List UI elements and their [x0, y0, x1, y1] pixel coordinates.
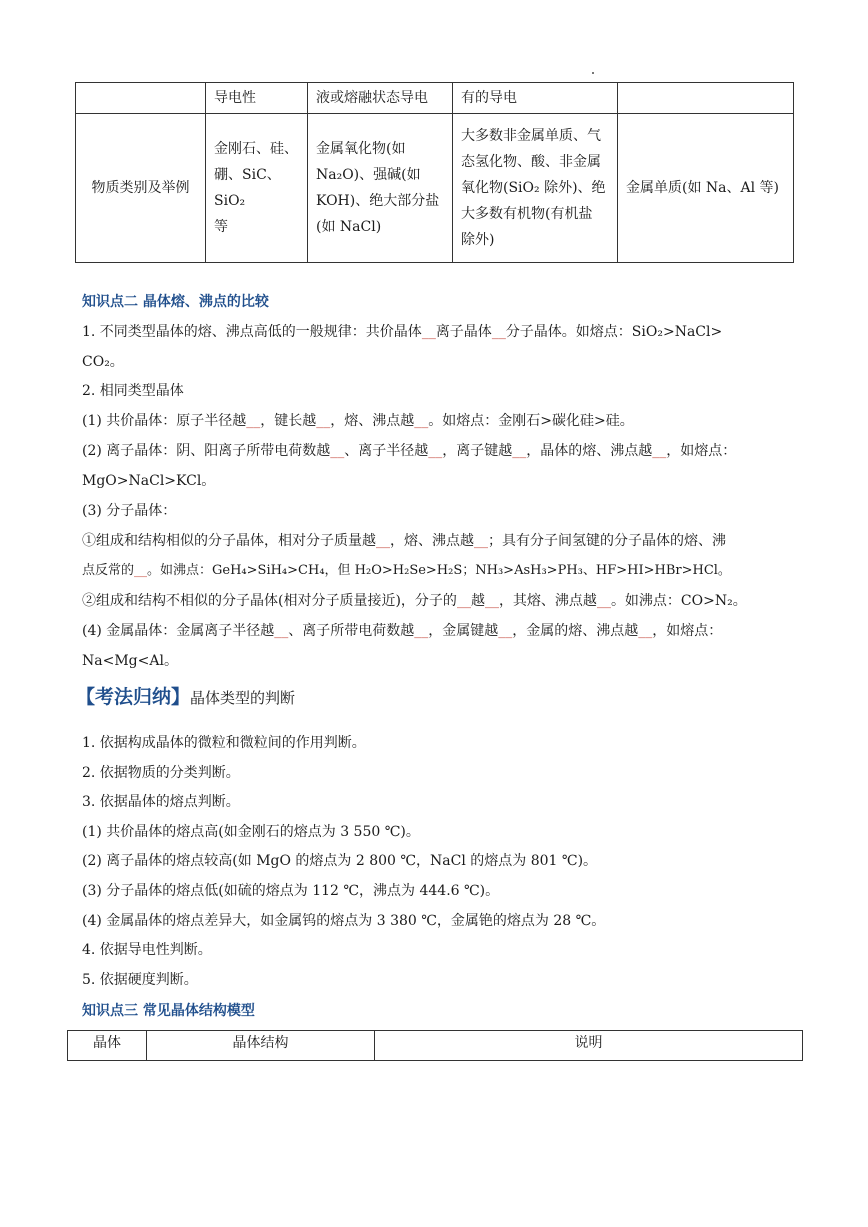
- table-cell: [76, 83, 206, 114]
- text: ，晶体的熔、沸点越: [526, 443, 653, 459]
- blank: __: [512, 443, 527, 459]
- blank: __: [484, 593, 499, 609]
- blank: __: [491, 324, 506, 340]
- paragraph-line: 2. 相同类型晶体: [82, 383, 184, 399]
- cell-line: 金刚石、硅、: [214, 141, 298, 157]
- text: 、离子半径越: [344, 443, 429, 459]
- blank: __: [652, 443, 667, 459]
- cell-line: 氧化物(SiO₂ 除外)、绝: [461, 180, 606, 196]
- list-item: 5. 依据硬度判断。: [82, 972, 198, 988]
- text: (1) 共价晶体：原子半径越: [82, 413, 247, 429]
- blank: __: [474, 533, 488, 549]
- blank: __: [376, 533, 390, 549]
- text: ，如熔点：: [652, 623, 723, 639]
- cell-line: 等: [214, 219, 228, 235]
- text: ；具有分子间氢键的分子晶体的熔、沸: [488, 533, 726, 549]
- table-cell: [206, 114, 308, 263]
- cell-line: (如 NaCl): [316, 219, 382, 235]
- blank: __: [428, 443, 443, 459]
- list-item: (2) 离子晶体的熔点较高(如 MgO 的熔点为 2 800 ℃，NaCl 的熔点为 801 ℃)。: [82, 853, 598, 869]
- blank: __: [316, 413, 331, 429]
- blank: __: [414, 413, 429, 429]
- blank: __: [638, 623, 653, 639]
- blank: __: [414, 623, 429, 639]
- column-header: 晶体: [68, 1031, 147, 1061]
- text: 离子晶体: [435, 324, 492, 340]
- paragraph-line: [82, 591, 802, 611]
- blank: __: [421, 324, 436, 340]
- blank: __: [246, 413, 261, 429]
- blank: __: [498, 623, 513, 639]
- blank: __: [456, 593, 471, 609]
- scan-dot: [592, 72, 594, 74]
- column-header: 说明: [375, 1031, 803, 1061]
- text: ，熔、沸点越: [390, 533, 474, 549]
- paragraph-line: [82, 561, 802, 581]
- blank: __: [596, 593, 611, 609]
- table-cell: [453, 114, 618, 263]
- table-cell: 金属单质(如 Na、Al 等): [618, 114, 794, 263]
- text: ②组成和结构不相似的分子晶体(相对分子质量接近)，分子的: [82, 593, 457, 609]
- row-label: 物质类别及举例: [76, 114, 206, 263]
- column-header: 晶体结构: [147, 1031, 375, 1061]
- cell-line: 大多数有机物(有机盐: [461, 206, 593, 222]
- cell-line: KOH)、绝大部分盐: [316, 193, 440, 209]
- text: 。如沸点：GeH₄>SiH₄>CH₄，但 H₂O>H₂Se>H₂S；NH₃>AsH₃>PH₃、HF>HI>HBr>HCl。: [147, 563, 731, 578]
- text: (2) 离子晶体：阴、阳离子所带电荷数越: [82, 443, 331, 459]
- text: ，如熔点：: [666, 443, 737, 459]
- cell-line: 硼、SiC、SiO₂: [214, 167, 281, 209]
- paragraph-line: [82, 441, 802, 461]
- text: ①组成和结构相似的分子晶体，相对分子质量越: [82, 533, 376, 549]
- paragraph-line: Na<Mg<Al。: [82, 653, 178, 669]
- list-item: 3. 依据晶体的熔点判断。: [82, 794, 240, 810]
- cell-line: 金属氧化物(如: [316, 141, 406, 157]
- text: ，其熔、沸点越: [498, 593, 597, 609]
- blank: __: [274, 623, 289, 639]
- list-item: (3) 分子晶体的熔点低(如硫的熔点为 112 ℃，沸点为 444.6 ℃)。: [82, 883, 500, 899]
- kaofa-heading: [76, 682, 295, 709]
- paragraph-line: (3) 分子晶体：: [82, 503, 177, 519]
- list-item: 4. 依据导电性判断。: [82, 942, 212, 958]
- text: 、离子所带电荷数越: [288, 623, 415, 639]
- cell-line: Na₂O)、强碱(如: [316, 167, 421, 183]
- text: 。如沸点：CO>N₂。: [610, 593, 747, 609]
- table-cell: 导电性: [206, 83, 308, 114]
- paragraph-line: [82, 621, 802, 641]
- cell-line: 除外): [461, 232, 495, 248]
- list-item: 2. 依据物质的分类判断。: [82, 765, 240, 781]
- paragraph-line: [82, 531, 802, 551]
- kaofa-title: 晶体类型的判断: [190, 689, 296, 707]
- blank: __: [134, 563, 148, 578]
- section-heading: 知识点三 常见晶体结构模型: [82, 1003, 255, 1019]
- text: 点反常的: [82, 563, 135, 578]
- list-item: (4) 金属晶体的熔点差异大，如金属钨的熔点为 3 380 ℃，金属铯的熔点为 28 ℃。: [82, 913, 606, 929]
- paragraph-line: [82, 322, 802, 342]
- table-cell: [308, 114, 453, 263]
- crystal-property-table: [75, 82, 794, 263]
- paragraph-line: MgO>NaCl>KCl。: [82, 473, 216, 489]
- list-item: 1. 依据构成晶体的微粒和微粒间的作用判断。: [82, 735, 366, 751]
- table-header-row: [68, 1031, 803, 1061]
- text: ，熔、沸点越: [330, 413, 415, 429]
- kaofa-tag: 【考法归纳】: [76, 686, 191, 708]
- text: ，离子键越: [442, 443, 513, 459]
- crystal-structure-table: [67, 1030, 803, 1061]
- table-row: [76, 114, 794, 263]
- table-cell: 有的导电: [453, 83, 618, 114]
- paragraph-line: [82, 411, 802, 431]
- list-item: (1) 共价晶体的熔点高(如金刚石的熔点为 3 550 ℃)。: [82, 824, 420, 840]
- text: ，金属键越: [428, 623, 499, 639]
- blank: __: [330, 443, 345, 459]
- text: (4) 金属晶体：金属离子半径越: [82, 623, 275, 639]
- text: 。如熔点：金刚石>碳化硅>硅。: [428, 413, 634, 429]
- section-heading: 知识点二 晶体熔、沸点的比较: [82, 294, 269, 310]
- table-cell: [618, 83, 794, 114]
- text: 分子晶体。如熔点：SiO₂>NaCl>: [505, 324, 723, 340]
- table-row: [76, 83, 794, 114]
- text: 越: [470, 593, 485, 609]
- table-cell: 液或熔融状态导电: [308, 83, 453, 114]
- cell-line: 大多数非金属单质、气: [461, 128, 601, 144]
- text: ，金属的熔、沸点越: [512, 623, 639, 639]
- cell-line: 态氢化物、酸、非金属: [461, 154, 601, 170]
- text: 1. 不同类型晶体的熔、沸点高低的一般规律：共价晶体: [82, 324, 422, 340]
- text: ，键长越: [260, 413, 317, 429]
- paragraph-line: CO₂。: [82, 354, 124, 370]
